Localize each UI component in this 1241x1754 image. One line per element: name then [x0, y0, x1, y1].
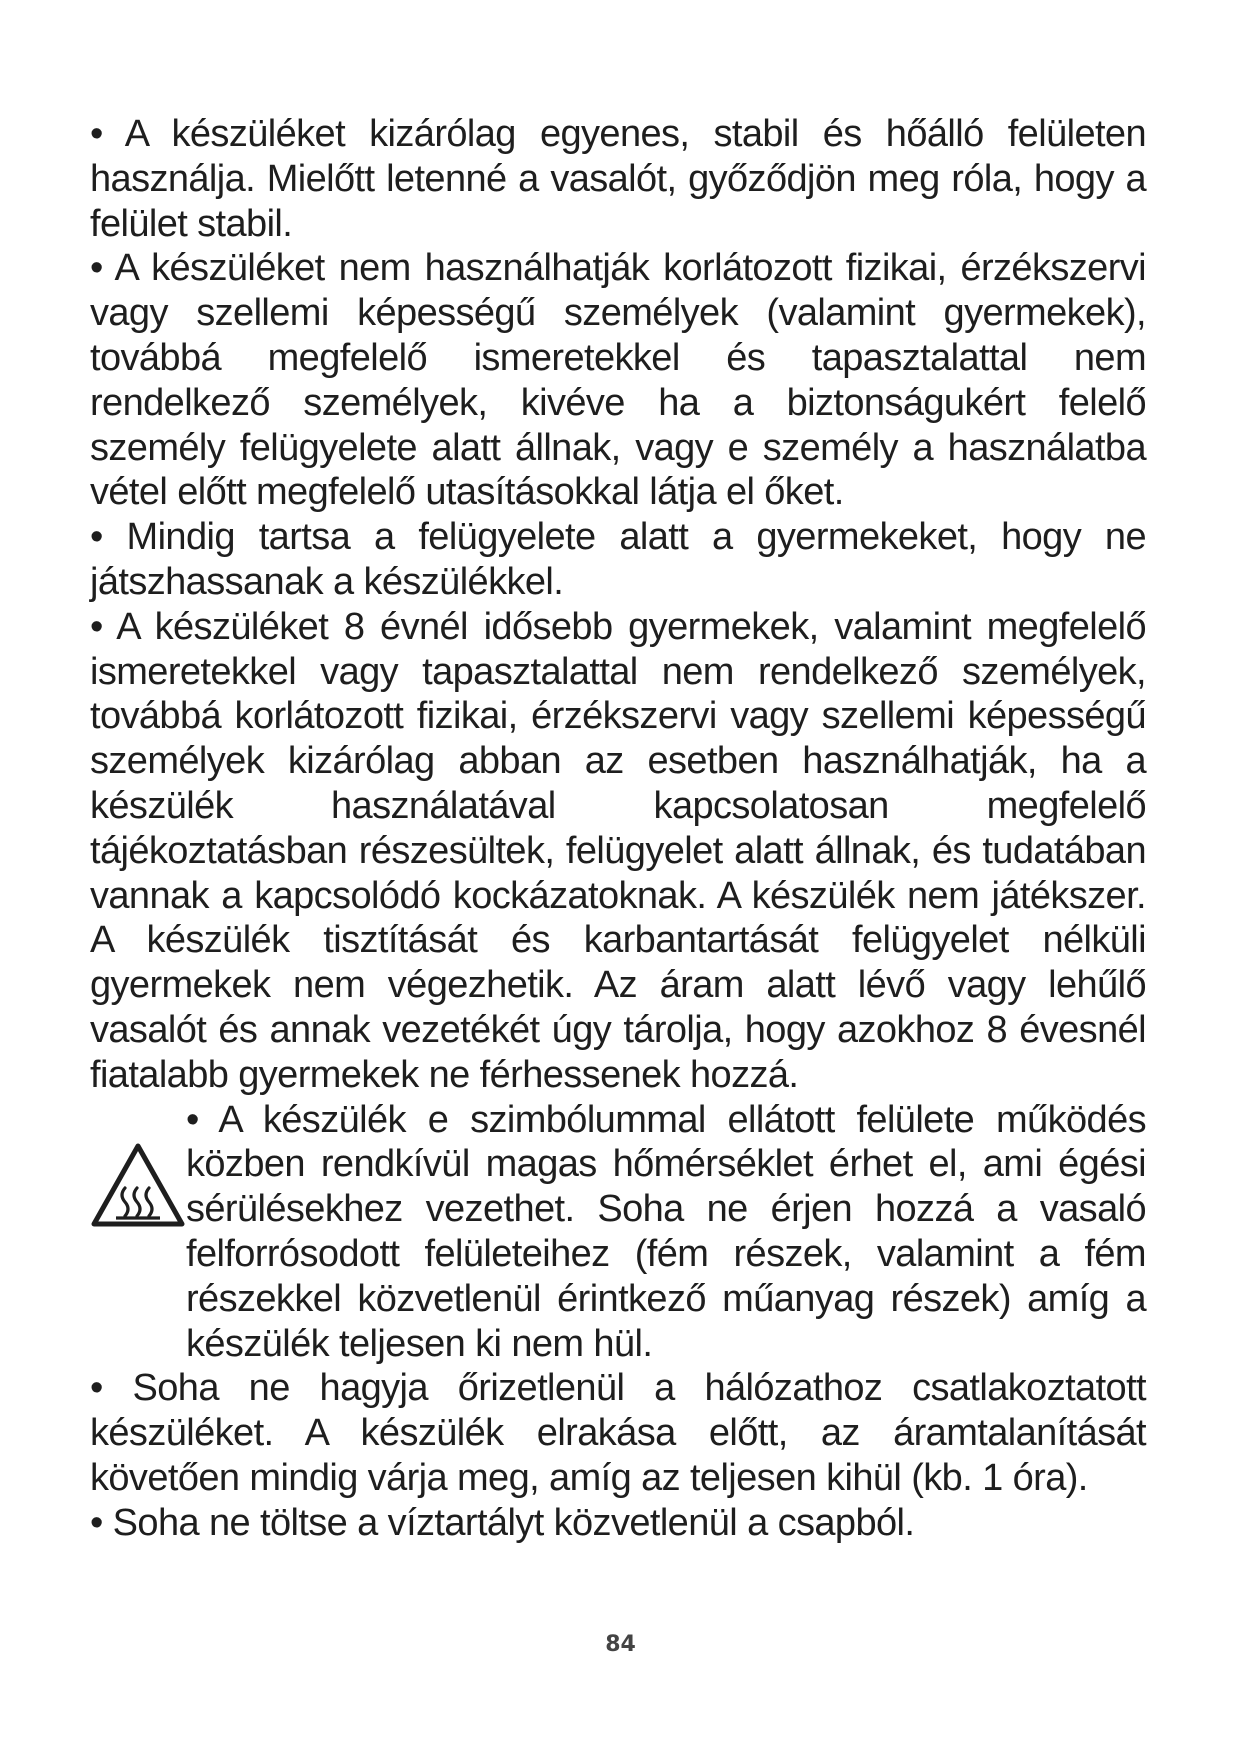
document-body [90, 112, 1146, 1546]
hot-surface-warning-icon [90, 1142, 186, 1233]
paragraph-tap-water: • Soha ne töltse a víztartályt közvetlenül a csapból. [90, 1501, 915, 1544]
paragraph-stable-surface: • A készüléket kizárólag egyenes, stabil és hőálló felületen használja. Mielőtt letenné a vasalót, győződjön meg róla, hogy a felület stabil. [90, 113, 1146, 245]
paragraph-never-unattended: • Soha ne hagyja őrizetlenül a hálózathoz csatlakoztatott készüléket. A készülék elrakása előtt, az áramtalanítását követően mindig várja meg, amíg az teljesen kihül (kb. 1 óra). [90, 1367, 1146, 1499]
paragraph-restricted-users: • A készüléket nem használhatják korlátozott fizikai, érzékszervi vagy szellemi képességű személyek (valamint gyermekek), továbbá megfelelő ismeretekkel és tapasztalattal nem rendelkező személyek, kivéve ha a biztonságukért felelő személy felügyelete alatt állnak, vagy e személy a használatba vétel előtt megfelelő utasításokkal látja el őket. [90, 247, 1146, 514]
hot-surface-warning-text: • A készülék e szimbólummal ellátott felülete működés közben rendkívül magas hőmérséklet érhet el, ami égési sérülésekhez vezethet. Soha ne érjen hozzá a vasaló felforrósodott felületeihez (fém részek, valamint a fém részekkel közvetlenül érintkező műanyag részek) amíg a készülék teljesen ki nem hül. [186, 1098, 1146, 1365]
paragraph-children-over-8: • A készüléket 8 évnél idősebb gyermekek, valamint megfelelő ismeretekkel vagy tapasztalattal nem rendelkező személyek, továbbá korlátozott fizikai, érzékszervi vagy szellemi képességű személyek kizárólag abban az esetben használhatják, ha a készülék használatával kapcsolatosan megfelelő tájékoztatásban részesültek, felügyelet alatt állnak, és tudatában vannak a kapcsolódó kockázatoknak. A készülék nem játékszer. A készülék tisztítását és karbantartását felügyelet nélküli gyermekek nem végezhetik. Az áram alatt lévő vagy lehűlő vasalót és annak vezetékét úgy tárolja, hogy azokhoz 8 évesnél fiatalabb gyermekek ne férhessenek hozzá. [90, 605, 1146, 1096]
paragraph-supervise-children: • Mindig tartsa a felügyelete alatt a gyermekeket, hogy ne játszhassanak a készülékkel. [90, 516, 1146, 603]
hot-surface-warning [90, 1098, 1146, 1367]
page-number: 84 [605, 1632, 636, 1657]
